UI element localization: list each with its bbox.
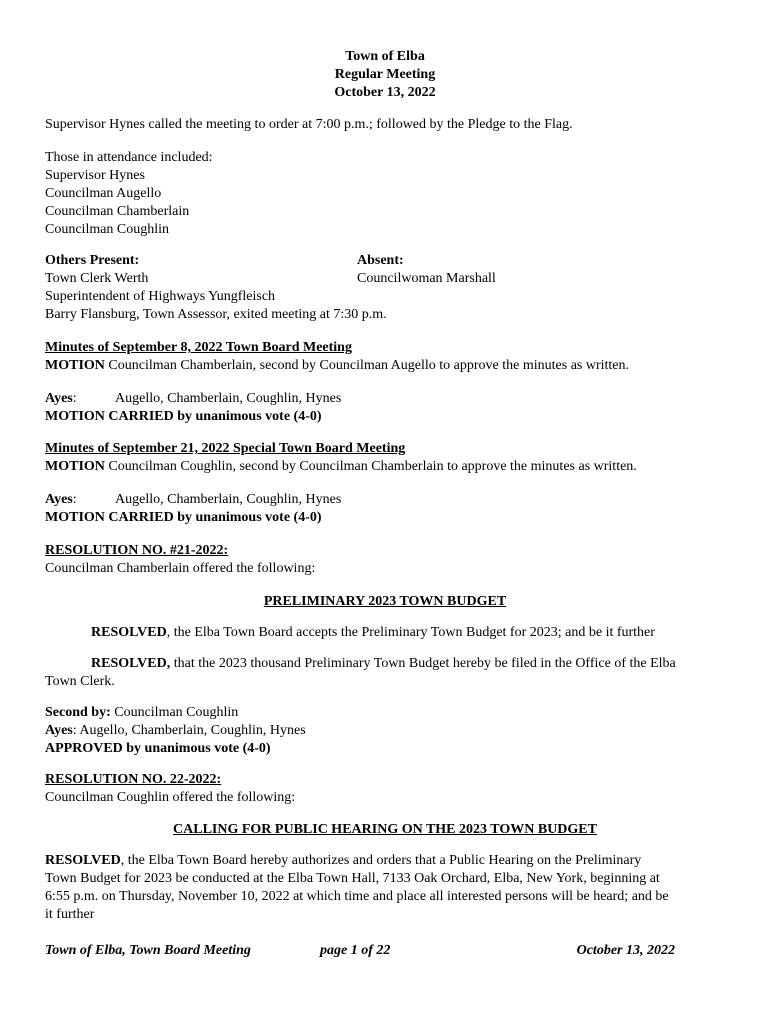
ayes-colon: :	[72, 391, 77, 406]
motion-text: Councilman Coughlin, second by Councilman Chamberlain to approve the minutes as written.	[104, 459, 637, 474]
approval-result: APPROVED by unanimous vote (4-0)	[45, 741, 271, 756]
second-label: Second by:	[45, 705, 111, 720]
others-present-item: Barry Flansburg, Town Assessor, exited meeting at 7:30 p.m.	[45, 307, 387, 322]
resolution-offered: Councilman Chamberlain offered the following:	[45, 561, 316, 576]
attendee: Supervisor Hynes	[45, 168, 145, 183]
minutes-vote-1	[45, 390, 725, 426]
resolved-label: RESOLVED	[45, 853, 121, 868]
minutes-section-1	[45, 339, 725, 375]
absent-heading: Absent:	[357, 253, 404, 268]
resolution-clause-2	[45, 655, 725, 691]
others-present-heading: Others Present:	[45, 253, 140, 268]
resolved-label: RESOLVED	[91, 625, 167, 640]
attendee: Councilman Augello	[45, 186, 162, 201]
resolution-title: CALLING FOR PUBLIC HEARING ON THE 2023 TOWN BUDGET	[173, 822, 597, 837]
resolved-text-continued: 6:55 p.m. on Thursday, November 10, 2022 at which time and place all interested persons will be heard; and be	[45, 889, 669, 904]
ayes-names: Augello, Chamberlain, Coughlin, Hynes	[115, 391, 342, 406]
resolution-22-clause	[45, 852, 725, 924]
motion-label: MOTION	[45, 358, 105, 373]
footer-page-number: page 1 of 22	[320, 943, 391, 958]
resolution-title: PRELIMINARY 2023 TOWN BUDGET	[263, 594, 507, 609]
opening-statement: Supervisor Hynes called the meeting to order at 7:00 p.m.; followed by the Pledge to the Flag.	[45, 117, 573, 132]
document-date: October 13, 2022	[334, 85, 436, 100]
others-present-item: Town Clerk Werth	[45, 271, 149, 286]
resolved-text-continued: it further	[45, 907, 95, 922]
footer-title: Town of Elba, Town Board Meeting	[45, 943, 251, 958]
motion-result: MOTION CARRIED by unanimous vote (4-0)	[45, 409, 322, 424]
resolution-22-header	[45, 771, 725, 807]
resolved-text: , the Elba Town Board hereby authorizes and orders that a Public Hearing on the Preliminary	[120, 853, 642, 868]
resolution-21-header	[45, 542, 725, 578]
ayes-colon: :	[72, 492, 77, 507]
others-present-section	[45, 252, 725, 324]
attendee: Councilman Coughlin	[45, 222, 170, 237]
motion-label: MOTION	[45, 459, 105, 474]
ayes-label: Ayes	[45, 391, 73, 406]
minutes-heading: Minutes of September 21, 2022 Special Town Board Meeting	[45, 441, 406, 456]
resolution-offered: Councilman Coughlin offered the following:	[45, 790, 296, 805]
resolved-label: RESOLVED,	[91, 656, 171, 671]
resolution-clause-1	[45, 624, 770, 642]
minutes-section-2	[45, 440, 725, 476]
motion-text: Councilman Chamberlain, second by Councilman Augello to approve the minutes as written.	[104, 358, 630, 373]
resolution-21-vote	[45, 704, 725, 758]
resolved-text: , the Elba Town Board accepts the Preliminary Town Budget for 2023; and be it further	[166, 625, 655, 640]
resolved-text-continued: Town Budget for 2023 be conducted at the Elba Town Hall, 7133 Oak Orchard, Elba, New York, beginning at	[45, 871, 660, 886]
motion-result: MOTION CARRIED by unanimous vote (4-0)	[45, 510, 322, 525]
footer-date: October 13, 2022	[576, 943, 675, 958]
others-present-item: Superintendent of Highways Yungfleisch	[45, 289, 276, 304]
attendance-intro: Those in attendance included:	[45, 150, 213, 165]
ayes-label: Ayes	[45, 723, 73, 738]
ayes-label: Ayes	[45, 492, 73, 507]
absent-name: Councilwoman Marshall	[357, 271, 496, 286]
resolution-heading: RESOLUTION NO. 22-2022:	[45, 772, 222, 787]
document-subtitle: Regular Meeting	[334, 67, 436, 82]
resolution-heading: RESOLUTION NO. #21-2022:	[45, 543, 229, 558]
ayes-names: Augello, Chamberlain, Coughlin, Hynes	[115, 492, 342, 507]
resolved-text: that the 2023 thousand Preliminary Town Budget hereby be filed in the Office of the Elba	[170, 656, 676, 671]
minutes-vote-2	[45, 491, 725, 527]
ayes-names: : Augello, Chamberlain, Coughlin, Hynes	[72, 723, 306, 738]
second-name: Councilman Coughlin	[110, 705, 239, 720]
minutes-heading: Minutes of September 8, 2022 Town Board Meeting	[45, 340, 352, 355]
resolved-text-continued: Town Clerk.	[45, 674, 115, 689]
attendance-section	[45, 149, 725, 239]
document-title: Town of Elba	[345, 49, 425, 64]
attendee: Councilman Chamberlain	[45, 204, 190, 219]
